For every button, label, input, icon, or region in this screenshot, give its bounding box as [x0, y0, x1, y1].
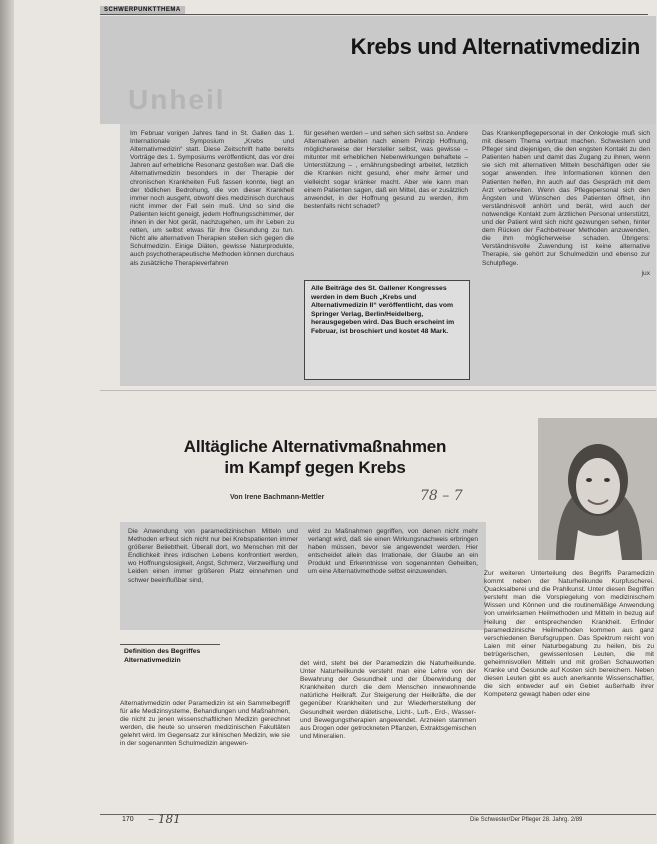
lead-column-1	[128, 528, 298, 626]
top-article-body	[120, 124, 656, 386]
book-info-box: Alle Beiträge des St. Gallener Kongresses werden in dem Buch „Krebs und Alternativmedizin II“ veröffentlicht, das vom Springer Verlag, Berlin/Heidelberg, herausgegeben wird. Das Buch erscheint im Februar, ist broschiert und kostet 48 Mark.	[304, 280, 470, 380]
body-col2-text: det wird, steht bei der Paramedizin die Naturheilkunde. Unter Naturheilkunde versteht man eine Lehre von der Bewahrung der Gesundheit und der Überwindung der Krankheiten durch die dem Menschen innewohnende natürliche Heilkraft. Zur Steigerung der Heilkräfte, die der gegenüber Krankheiten und zur Wiederherstellung der Gesundheit werden diätetische, Licht-, Luft-, Erd-, Wasser- und Bewegungstherapien angewendet. Arzneien stammen aus Drogen oder getrockneten Pflanzen, Extraktsgemischen und Mineralien.	[300, 660, 476, 740]
top-article-col3-text: Das Krankenpflegepersonal in der Onkologie muß sich mit diesem Thema vertraut machen. Schwestern und Pfleger sind diejenigen, die den engsten Kontakt zu den Patienten haben und damit das Zugang zu ihnen, wenn sie sich mit alternativen Mitteln beschäftigen oder sie sogar anwenden. Ihre Informationen können den Patienten helfen, ihn auch auf das Gespräch mit dem Arzt vorbereiten. Wenn das Pflegepersonal sich den Ängsten und Wünschen des Patienten öffnet, ihn verständnisvoll anhört und berät, wird auch der notwendige Kontakt zum ärztlichen Personal unterstützt, und der Patient wird sich nicht gezwungen sehen, hinter dem Rücken der Fachbetreuer Methoden anzuwenden, die ihm möglicherweise schaden. Übrigens: Verständnisvolle Zuwendung ist keine alternative Therapie, sie gehört zur Schulmedizin und ebenso zur Schulpflege.	[482, 130, 650, 267]
page-edge-shadow	[0, 0, 14, 844]
body-col3-text: Zur weiteren Unterteilung des Begriffs Paramedizin kommt neben der Naturheilkunde Kurpfuscherei. Quacksalberei und die Prahlkunst. Unter diesen Begriffen versteht man die Vorspiegelung von medizinischem Wissen und Können und die routinemäßige Anwendung von unwirksamen Heilmethoden und Mitteln in bezug auf Heilung der entsprechenden Krankheit. Erfinder paramedizinische Heilmethoden kommen aus ganz verschiedenen Berufsgruppen. Das Spektrum reicht von Laien mit einer Naturbegabung zu heilen, bis zu betrügerischen, gewissenlosen Leuten, die mit geheimnisvollen Mitteln und mit großen Schauworten Kranke und Gesunde auf Kosten sich bereichern. Neben diesen Leuten gibt es auch anerkannte Wissenschaftler, die sich entweder auf ein Gebiet außerhalb ihrer Kompetenz gewagt haben oder eine	[484, 570, 654, 699]
lead-col2-text: wird zu Maßnahmen gegriffen, von denen nicht mehr verlangt wird, daß sie einen Wirkungsnachweis erbringen haben müssen, bevor sie angewendet werden. Hier entscheidet allein das Irrationale, der Glaube an ein Produkt und Erkenntnisse von sogenannten Geheilten, um eine Alternativmethode selbst einzuwenden.	[308, 528, 478, 576]
background-illustration-word: Unheil	[128, 84, 226, 115]
section-tag: SCHWERPUNKTTHEMA	[100, 6, 185, 14]
top-article-signature: jux	[641, 269, 650, 277]
body-column-2	[300, 660, 476, 810]
portrait-image	[538, 418, 657, 560]
article-divider	[100, 390, 656, 391]
top-article-title: Krebs und Alternativmedizin	[350, 34, 640, 59]
top-article-column-3	[482, 130, 650, 384]
body-column-1	[120, 700, 290, 810]
author-photo	[538, 418, 657, 560]
main-article-headline	[150, 436, 480, 478]
section-rule	[100, 14, 648, 15]
top-article-col2-text: für gesehen werden – und sehen sich selbst so. Andere Alternativen arbeiten nach einem Prinzip Hoffnung, möglicherweise der Hersteller selbst, was gewisse – mitunter mit erheblichen Nebenwirkungen behaftete – Unterstützung – , ernährungsbedingt arbeitet, letztlich die Kranken nicht gesund, eher mehr ärmer und vielleicht sogar kränker macht. Aber wie kann man einem Patienten sagen, daß ein Mittel, das er zusätzlich anwendet, in der Hoffnung gesund zu werden, ihm bestenfalls nicht schadet?	[304, 130, 468, 210]
headline-line-1: Alltägliche Alternativmaßnahmen	[183, 437, 447, 456]
body-col1-text: Alternativmedizin oder Paramedizin ist ein Sammelbegriff für alle Medizinsysteme, Behandlungen und Maßnahmen, die nicht zu jenen wissenschaftlichen Medizin gerechnet werden, die heute so unseren medizinischen Fakultäten gelehrt wird. Im Gegensatz zur klinischen Medizin, wie sie in der sogenannten Schulmedizin angewen-	[120, 700, 290, 748]
handwritten-annotation: 78 – 7	[420, 488, 463, 504]
lead-col1-text: Die Anwendung von paramedizinischen Mitteln und Methoden erfreut sich nicht nur bei Krebspatienten immer größerer Beliebtheit. Überall dort, wo Menschen mit der Endlichkeit ihres irdischen Lebens konfrontiert werden, wo Hoffnungslosigkeit, Angst, Schmerz, Verzweiflung und Leiden einen immer größeren Platz einnehmen und schwer beeinflußbar sind,	[128, 528, 298, 584]
body-column-3	[484, 570, 654, 810]
author-byline: Von Irene Bachmann-Mettler	[230, 494, 325, 501]
footer-rule	[100, 814, 656, 815]
publication-footer: Die Schwester/Der Pfleger 28. Jahrg. 2/89	[470, 817, 583, 823]
lead-paragraph-box	[120, 522, 486, 630]
definition-heading: Definition des Begriffes Alternativmedizin	[124, 648, 201, 664]
headline-line-2: im Kampf gegen Krebs	[224, 458, 406, 477]
top-article-col1-text: Im Februar vorigen Jahres fand in St. Gallen das 1. Internationale Symposium „Krebs und Alternativmedizin“ statt. Diese Zeitschrift hatte bereits Vorträge des 1. Symposiums veröffentlicht, das vor drei Jahren auf erhebliche Resonanz gestoßen war. Daß die Alternativmedizin besonders in der Therapie der chronischen Krankheiten Fuß fassen konnte, liegt an der tödlichen Bedrohung, die von dieser Krankheit immer noch ausgeht, obwohl dies medizinisch durchaus nicht immer der Fall sein muß. Und so sind die Patienten leicht geneigt, jedem Hoffnungsschimmer, der ihnen in der Not gerät, nachzugehen, um ihr Leben zu retten, um selbst etwas für ihre Gesundung zu tun. Nicht alle alternativen Therapien stellen sich gegen die Schulmedizin. Einige Diäten, gewisse Naturprodukte, auch psychotherapeutische Methoden können durchaus als zusätzliche Therapieverfahren	[130, 130, 294, 267]
handwritten-page-note: – 181	[148, 812, 181, 826]
top-article-column-2	[304, 130, 468, 256]
page-number: 170	[122, 816, 134, 823]
top-article-column-1	[130, 130, 294, 384]
lead-column-2	[308, 528, 478, 626]
